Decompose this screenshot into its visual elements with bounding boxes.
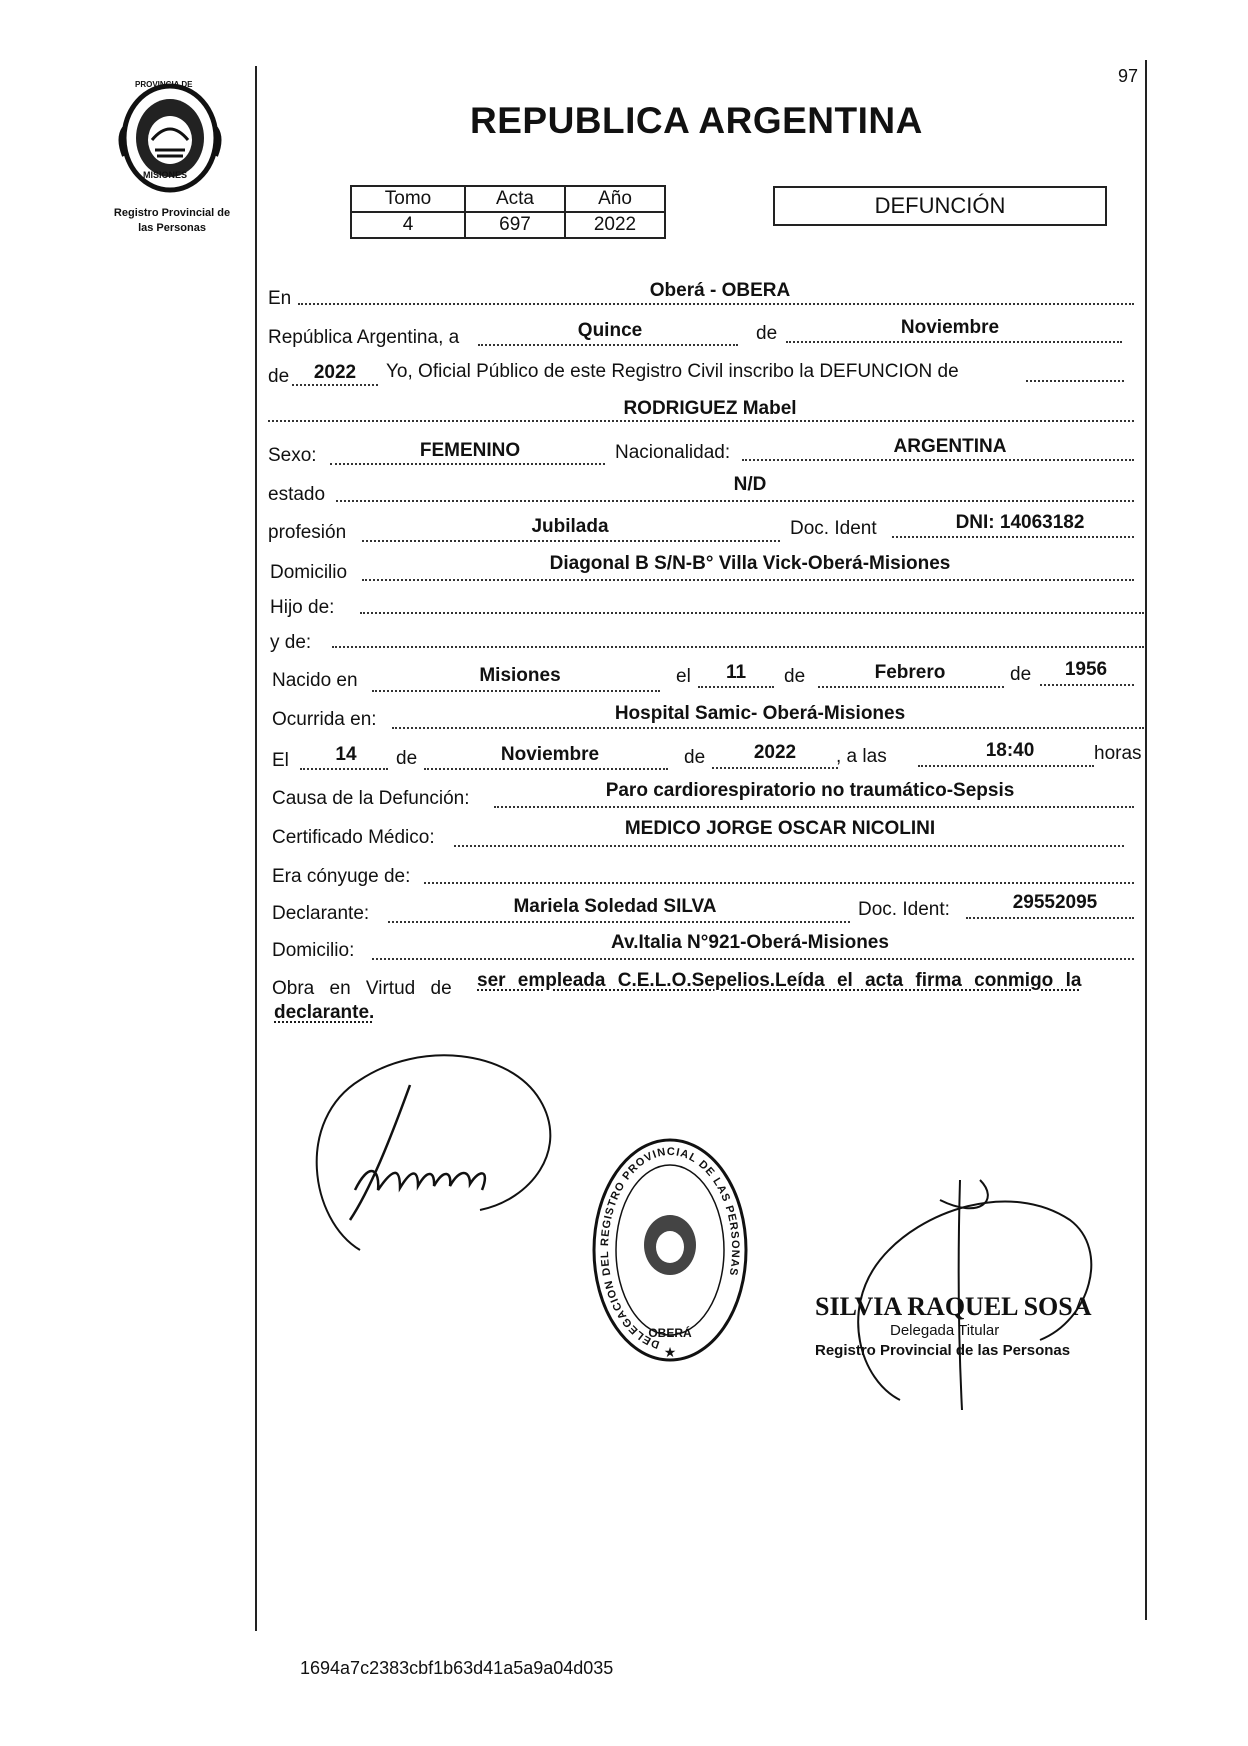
death-day-dots <box>300 768 388 770</box>
acta-table <box>350 185 666 239</box>
declarante-value: Mariela Soledad SILVA <box>513 896 717 917</box>
en-label: En <box>268 288 292 309</box>
deceased-name-dots <box>268 420 1134 422</box>
svg-text:★: ★ <box>663 1344 677 1360</box>
declarant-signature <box>300 1040 580 1270</box>
profesion-label: profesión <box>268 522 347 543</box>
registry-caption-line2: las Personas <box>138 222 206 234</box>
registry-caption-line1: Registro Provincial de <box>113 207 231 219</box>
causa-value: Paro cardiorespiratorio no traumático-Sepsis <box>605 780 1015 801</box>
registry-caption <box>92 206 252 236</box>
document-hash: 1694a7c2383cbf1b63d41a5a9a04d035 <box>300 1658 614 1678</box>
horas-label: horas <box>1094 743 1142 764</box>
seal-bottom-text: MISIONES <box>143 170 188 180</box>
de3-label: de <box>784 666 806 687</box>
declarante-dots <box>388 921 850 923</box>
month-word-value: Noviembre <box>900 317 1000 338</box>
birth-year-dots <box>1040 684 1134 686</box>
birth-month-dots <box>818 686 1004 688</box>
causa-label: Causa de la Defunción: <box>272 788 470 809</box>
month-word-dots <box>786 341 1122 343</box>
officer-org: Registro Provincial de las Personas <box>815 1342 1071 1359</box>
acta-value-anio: 2022 <box>565 212 665 238</box>
death-time-value: 18:40 <box>985 740 1035 761</box>
officer-role: Delegada Titular <box>890 1322 1000 1339</box>
declarante-label: Declarante: <box>272 903 370 924</box>
de6-label: de <box>684 747 706 768</box>
ocurrida-dots <box>392 727 1144 729</box>
el2-label: El <box>272 750 289 771</box>
hijo-dots <box>360 612 1144 614</box>
doc-ident2-value: 29552095 <box>1012 892 1098 913</box>
yde-label: y de: <box>270 632 312 653</box>
domicilio2-label: Domicilio: <box>272 940 355 961</box>
de4-label: de <box>1010 664 1032 685</box>
nacionalidad-dots <box>742 459 1134 461</box>
death-month-dots <box>424 768 668 770</box>
hijo-label: Hijo de: <box>270 597 335 618</box>
acta-value-row <box>351 212 665 238</box>
nacido-dots <box>372 690 660 692</box>
doc-ident2-label: Doc. Ident: <box>858 899 950 920</box>
domicilio-label: Domicilio <box>270 562 348 583</box>
en-value: Oberá - OBERA <box>649 280 791 301</box>
seal-top-text: PROVINCIA DE <box>135 80 193 89</box>
obra-value-line2: declarante. <box>274 1002 375 1023</box>
certificado-label: Certificado Médico: <box>272 827 435 848</box>
death-year-value: 2022 <box>753 742 797 763</box>
el-label: el <box>676 666 691 687</box>
ocurrida-value: Hospital Samic- Oberá-Misiones <box>614 703 906 724</box>
birth-month-value: Febrero <box>874 662 946 683</box>
certificado-value: MEDICO JORGE OSCAR NICOLINI <box>624 818 936 839</box>
domicilio2-value: Av.Italia N°921-Oberá-Misiones <box>611 932 889 953</box>
profesion-dots <box>362 540 780 542</box>
right-margin-line <box>1145 60 1147 1620</box>
document-title: REPUBLICA ARGENTINA <box>470 100 923 141</box>
alas-label: , a las <box>836 746 887 767</box>
deceased-name: RODRIGUEZ Mabel <box>623 398 797 419</box>
acta-header-row <box>351 186 665 212</box>
domicilio-dots <box>362 579 1134 581</box>
obra-label: Obra en Virtud de <box>272 978 452 999</box>
doc-ident-label: Doc. Ident <box>790 518 877 539</box>
death-time-dots <box>918 765 1094 767</box>
left-margin-line <box>255 66 257 1631</box>
profesion-value: Jubilada <box>531 516 609 537</box>
page-number: 97 <box>1118 66 1139 86</box>
acta-value-acta: 697 <box>465 212 565 238</box>
officer-name: SILVIA RAQUEL SOSA <box>815 1292 1092 1321</box>
death-day-value: 14 <box>335 744 357 765</box>
year-dots <box>292 384 378 386</box>
birth-year-value: 1956 <box>1064 659 1108 680</box>
registry-oval-stamp <box>590 1135 750 1365</box>
day-word-value: Quince <box>577 320 643 341</box>
acta-header-tomo: Tomo <box>351 186 465 212</box>
doc-ident2-dots <box>966 917 1134 919</box>
nacido-value: Misiones <box>479 665 561 686</box>
certificado-dots <box>454 845 1124 847</box>
acta-value-tomo: 4 <box>351 212 465 238</box>
estado-label: estado <box>268 484 326 505</box>
death-year-dots <box>712 767 838 769</box>
acta-header-acta: Acta <box>465 186 565 212</box>
acta-header-anio: Año <box>565 186 665 212</box>
republica-label: República Argentina, a <box>268 327 460 348</box>
birth-day-value: 11 <box>725 662 747 683</box>
nacionalidad-value: ARGENTINA <box>893 436 1007 457</box>
ocurrida-label: Ocurrida en: <box>272 709 377 730</box>
conyuge-dots <box>424 882 1134 884</box>
doc-ident-value: DNI: 14063182 <box>955 512 1085 533</box>
de2-label: de <box>268 366 290 387</box>
domicilio-value: Diagonal B S/N-B° Villa Vick-Oberá-Misiones <box>549 553 951 574</box>
obra-value-line1: ser empleada C.E.L.O.Sepelios.Leída el acta firma conmigo la <box>477 970 1082 991</box>
doc-ident-dots <box>892 536 1134 538</box>
officer-signature <box>840 1160 1120 1420</box>
stamp-ring-text: DELEGACION DEL REGISTRO PROVINCIAL DE LAS PERSONAS <box>599 1145 742 1351</box>
day-word-dots <box>478 344 738 346</box>
estado-dots <box>336 500 1134 502</box>
causa-dots <box>494 806 1134 808</box>
estado-value: N/D <box>733 474 767 495</box>
inscribo-text: Yo, Oficial Público de este Registro Civil inscribo la DEFUNCION de <box>386 361 959 382</box>
year-value: 2022 <box>313 362 357 383</box>
nacido-label: Nacido en <box>272 670 358 691</box>
conyuge-label: Era cónyuge de: <box>272 866 411 887</box>
stamp-bottom-text: OBERÁ <box>648 1326 692 1340</box>
inscribo-dots <box>1026 380 1124 382</box>
yde-dots <box>332 646 1144 648</box>
en-dots <box>298 303 1134 305</box>
birth-day-dots <box>698 686 774 688</box>
de-label: de <box>756 323 778 344</box>
sexo-label: Sexo: <box>268 445 317 466</box>
domicilio2-dots <box>372 958 1134 960</box>
nacionalidad-label: Nacionalidad: <box>615 442 731 463</box>
document-type-box: DEFUNCIÓN <box>773 186 1107 226</box>
death-month-value: Noviembre <box>500 744 600 765</box>
de5-label: de <box>396 748 418 769</box>
sexo-value: FEMENINO <box>419 440 521 461</box>
sexo-dots <box>330 463 605 465</box>
